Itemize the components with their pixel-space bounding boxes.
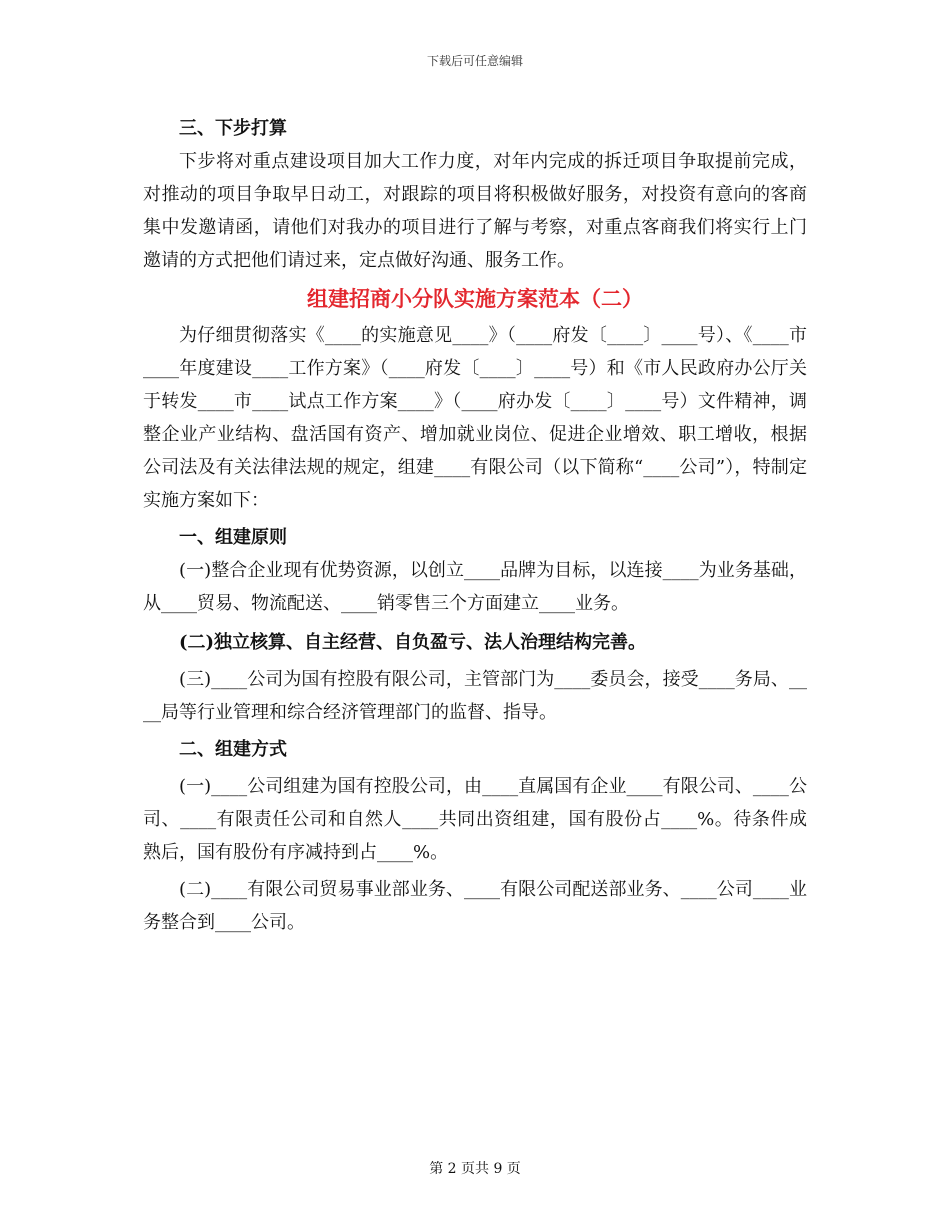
intro-paragraph: 为仔细贯彻落实《____的实施意见____》（____府发〔____〕____号）、《____市____年度建设____工作方案》（____府发〔____〕____号）和《市人民政府办公厅关于转发____市____试点工作方案____》（____府办发〔____〕____号）文件精神，调整企业产业结构、盘活国有资产、增加就业岗位、促进企业增效、职工增收，根据公司法及有关法律法规的规定，组建____有限公司（以下简称“____公司”），特制定实施方案如下： bbox=[143, 325, 807, 511]
part1-heading: 一、组建原则 bbox=[179, 527, 287, 548]
page-header: 下载后可任意编辑 bbox=[426, 54, 523, 68]
part1-item1: (一)整合企业现有优势资源，以创立____品牌为目标，以连接____为业务基础，从____贸易、物流配送、____销零售三个方面建立____业务。 bbox=[143, 560, 807, 614]
document-title: 组建招商小分队实施方案范本（二） bbox=[307, 286, 643, 311]
part1-item3: (三)____公司为国有控股有限公司，主管部门为____委员会，接受____务局、____局等行业管理和综合经济管理部门的监督、指导。 bbox=[143, 669, 807, 723]
part1-item2: (二)独立核算、自主经营、自负盈亏、法人治理结构完善。 bbox=[179, 632, 647, 653]
document-body bbox=[143, 112, 807, 939]
part2-heading: 二、组建方式 bbox=[179, 739, 287, 760]
section3-paragraph: 下步将对重点建设项目加大工作力度，对年内完成的拆迁项目争取提前完成，对推动的项目争取早日动工，对跟踪的项目将积极做好服务，对投资有意向的客商集中发邀请函，请他们对我办的项目进行了解与考察，对重点客商我们将实行上门邀请的方式把他们请过来，定点做好沟通、服务工作。 bbox=[143, 151, 807, 271]
part2-item2: (二)____有限公司贸易事业部业务、____有限公司配送部业务、____公司____业务整合到____公司。 bbox=[143, 879, 807, 933]
part2-item1: (一)____公司组建为国有控股公司，由____直属国有企业____有限公司、____公司、____有限责任公司和自然人____共同出资组建，国有股份占____%。待条件成熟后，国有股份有序减持到占____%。 bbox=[143, 776, 807, 863]
section3-heading: 三、下步打算 bbox=[179, 118, 287, 139]
page-footer: 第 2 页共 9 页 bbox=[429, 1161, 521, 1177]
